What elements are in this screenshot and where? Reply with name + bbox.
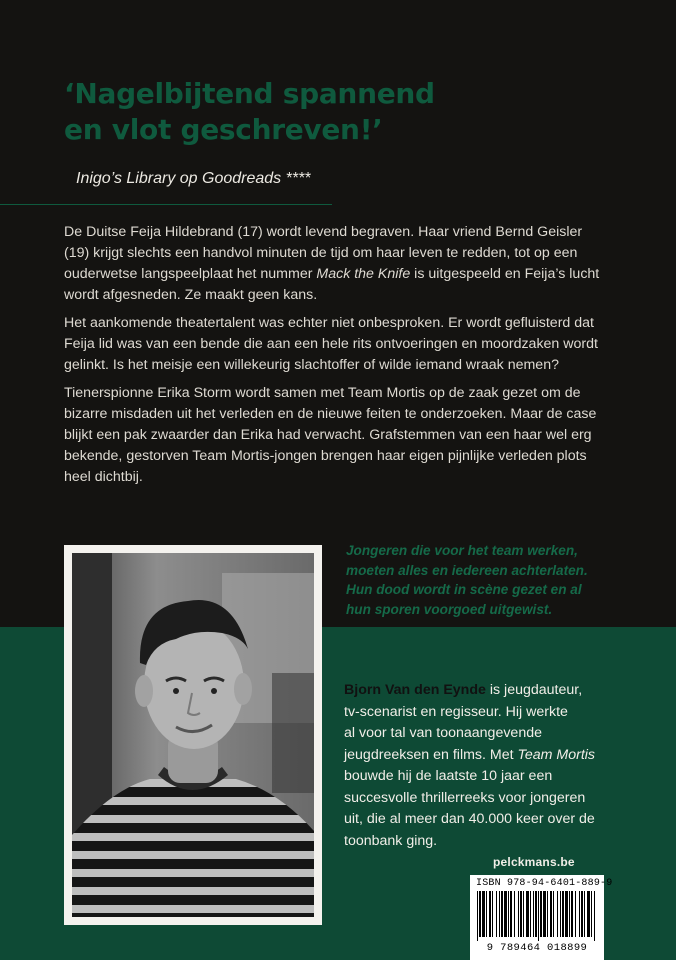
author-portrait-image xyxy=(72,553,314,917)
quote-source: Inigo’s Library op Goodreads **** xyxy=(76,170,311,187)
author-photo xyxy=(64,545,322,925)
blurb-paragraph-3: Tienerspionne Erika Storm wordt samen met Team Mortis op de zaak gezet om de bizarre misdaden uit het verleden en de nieuwe feiten te onderzoeken. Maar de case blijkt een pak zwaarder dan Erika had verwacht. Grafstemmen van een haar wel erg bekende, gestorven Team Mortis-jongen brengen haar eigen pijnlijke verleden plots heel dichtbij. xyxy=(64,385,597,485)
review-quote xyxy=(64,76,435,148)
bio-line xyxy=(344,680,644,702)
teaser-text xyxy=(346,541,646,619)
bio-line: bouwde hij de laatste 10 jaar een xyxy=(344,768,553,784)
bio-text: jeugdreeksen en films. Met xyxy=(344,746,518,763)
quote-line: ‘Nagelbijtend spannend xyxy=(64,77,435,110)
bio-line: succesvolle thrillerreeks voor jongeren xyxy=(344,789,586,806)
bio-text: is jeugdauteur, xyxy=(485,682,583,698)
quote-line: en vlot geschreven!’ xyxy=(64,113,383,146)
bio-line: uit, die al meer dan 40.000 keer over de xyxy=(344,811,595,827)
author-name: Bjorn Van den Eynde xyxy=(344,682,486,698)
blurb-paragraph-2: Het aankomende theatertalent was echter niet onbesproken. Er wordt gefluisterd dat Feija lid was van een bende die aan een hele rits ontvoeringen en moordzaken wordt gelinkt. Is het meisje een willekeurig slachtoffer of wilde iemand wraak nemen? xyxy=(64,315,598,373)
ean-digits: 9 789464 018899 xyxy=(486,942,588,954)
isbn-label: ISBN 978-94-6401-889-9 xyxy=(476,878,613,889)
blurb-text: is uitgespeeld en Feija’s lucht wordt afgesneden. Ze maakt geen kans. xyxy=(64,266,600,303)
blurb-paragraph-1 xyxy=(64,222,604,306)
song-title: Mack the Knife xyxy=(316,266,411,282)
divider-rule xyxy=(0,204,332,205)
bio-line xyxy=(344,745,644,767)
blurb-text: De Duitse Feija Hildebrand (17) wordt levend begraven. Haar vriend Bernd Geisler (19) krijgt slechts een handvol minuten de tijd om haar leven te redden, tot op een ouderwetse langspeelplaat het nummer xyxy=(64,224,583,282)
teaser-line: Hun dood wordt in scène gezet en al xyxy=(346,582,582,597)
teaser-line: moeten alles en iedereen achterlaten. xyxy=(346,562,588,578)
bio-line: tv-scenarist en regisseur. Hij werkte xyxy=(344,703,568,720)
teaser-line: Jongeren die voor het team werken, xyxy=(346,543,578,558)
bio-line: al voor tal van toonaangevende xyxy=(344,725,542,741)
publisher-website: pelckmans.be xyxy=(493,855,575,869)
bio-line: toonbank ging. xyxy=(344,832,438,849)
isbn-barcode xyxy=(470,875,613,960)
author-bio xyxy=(344,680,644,852)
series-title: Team Mortis xyxy=(517,746,596,763)
teaser-line: hun sporen voorgoed uitgewist. xyxy=(346,601,553,617)
barcode-bars-icon xyxy=(476,891,598,941)
